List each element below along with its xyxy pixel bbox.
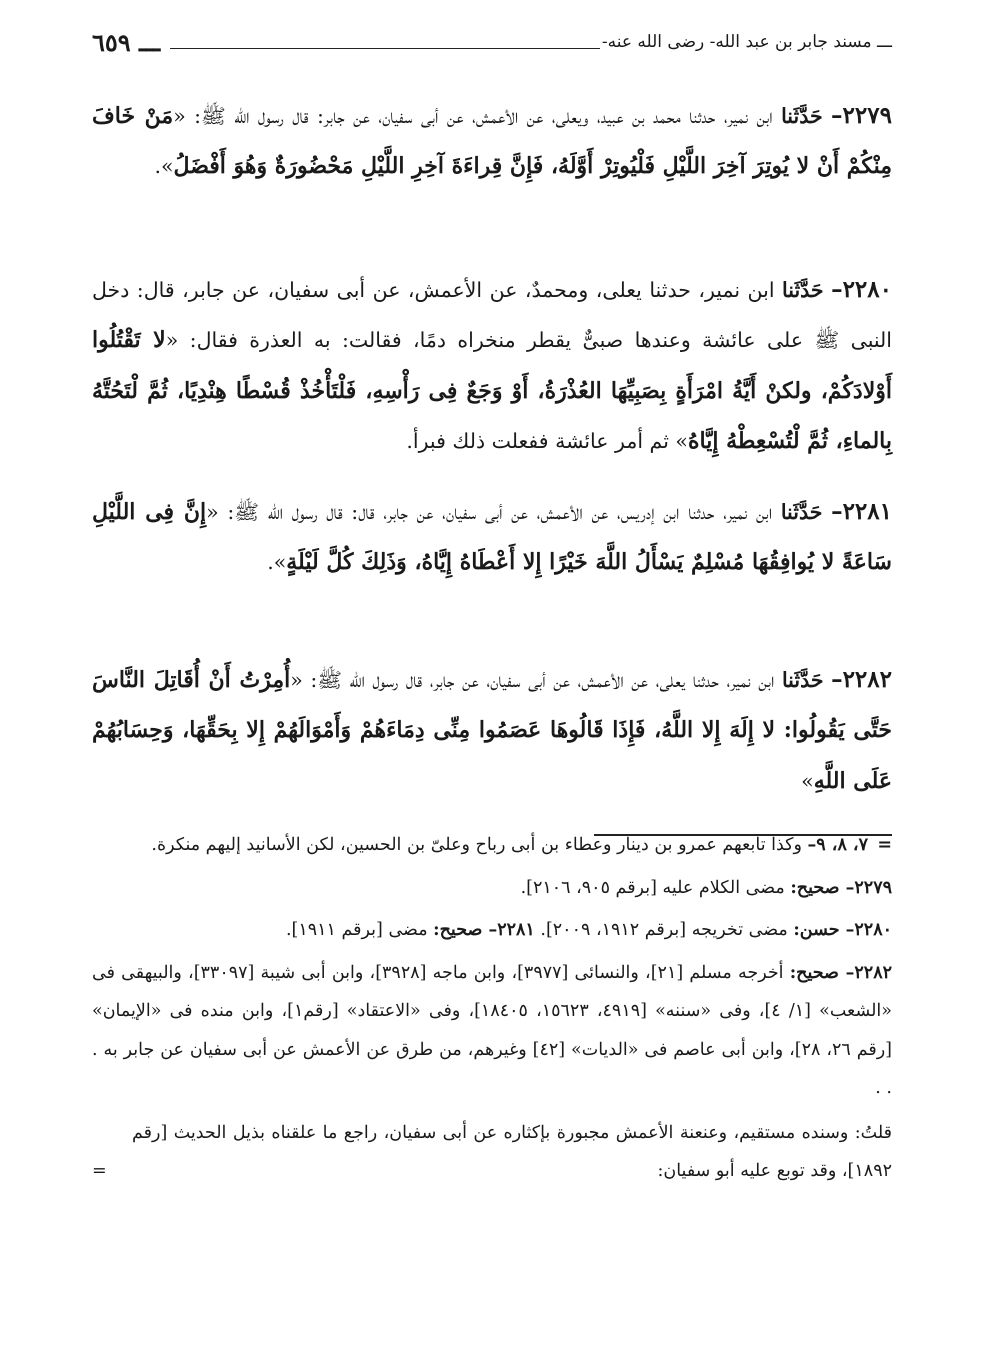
footnote-2280-2281 — [92, 911, 892, 950]
hadith-isnad: ابن نمير، حدثنا يعلى، عن الأعمش، عن أبى سفيان، عن جابر، قال رسول الله ﷺ: « — [290, 667, 782, 692]
hadith-tail: ». — [267, 550, 287, 574]
hadith-2280 — [92, 265, 892, 467]
footnote-text: وكذا تابعهم عمرو بن دينار وعطاء بن أبى رباح وعلىّ بن الحسين، لكن الأسانيد إليهم منكرة. — [151, 835, 808, 855]
footnote-text: أخرجه مسلم [٢١]، والنسائى [٣٩٧٧]، وابن ماجه [٣٩٢٨]، وابن أبى شيبة [٣٣٠٩٧]، والبيهقى فى «الشعب» [١/ ٤]، وفى «سننه» [٤٩١٩، ١٥٦٢٣، ١٨٤٠٥]، وفى «الاعتقاد» [رقم١]، وابن منده فى «الإيمان» [رقم ٢٦، ٢٨]، وابن أبى عاصم فى «الديات» [٤٢] وغيرهم، من طرق عن الأعمش عن أبى سفيان عن جابر به . . . — [92, 962, 892, 1098]
footnote-number: ٢٢٨١– — [488, 920, 535, 940]
hadith-matn: أُمِرْتُ أَنْ أُقَاتِلَ النَّاسَ حَتَّى يَقُولُوا: لا إِلَهَ إِلا اللَّهُ، فَإِذَا قَالُوهَا عَصَمُوا مِنِّى دِمَاءَهُمْ وَأَمْوَالَهُمْ إِلا بِحَقِّهَا، وَحِسَابُهُمْ عَلَى اللَّهِ — [92, 666, 892, 794]
page-number: ـــ ٦٥٩ — [92, 28, 161, 57]
hadith-tail: ». — [154, 154, 174, 178]
running-header — [92, 26, 892, 66]
footnote-grade: حسن: — [793, 920, 846, 940]
hadith-haddathana: حَدَّثَنا — [781, 667, 824, 692]
header-title: ـــ مسند جابر بن عبد الله- رضى الله عنه- — [601, 32, 892, 52]
footnote-text: مضى الكلام عليه [برقم ٩٠٥، ٢١٠٦]. — [520, 877, 791, 898]
footnote-2282 — [92, 954, 892, 1108]
footnote-grade: صحيح: — [789, 962, 846, 983]
footnote-grade: صحيح: — [433, 920, 489, 940]
header-rule — [170, 48, 600, 49]
footnote-text: مضى تخريجه [برقم ١٩١٢، ٢٠٠٩]. — [534, 920, 794, 940]
footnote-number: ٢٢٧٩– — [845, 877, 892, 898]
hadith-number: ٢٢٨١– — [831, 497, 892, 525]
footnote-number: ٢٢٨٠– — [845, 920, 892, 940]
footnote-2279 — [92, 869, 892, 908]
continuation-mark: = — [92, 1161, 107, 1181]
hadith-matn: مَنْ خَافَ مِنْكُمْ أَنْ لا يُوتِرَ آخِرَ اللَّيْلِ فَلْيُوتِرْ أَوَّلَهُ، فَإِنَّ قِراءَةَ آخِرِ اللَّيْلِ مَحْضُورَةٌ وَهُوَ أَفْضَلُ — [92, 102, 892, 179]
hadith-2281 — [92, 487, 892, 588]
hadith-number: ٢٢٧٩– — [831, 101, 892, 129]
hadith-tail: » ثم أمر عائشة ففعلت ذلك فبرأ. — [406, 429, 688, 453]
hadith-isnad: ابن نمير، حدثنا يعلى، ومحمدٌ، عن الأعمش، عن أبى سفيان، عن جابر، قال: دخل النبى ﷺ على عائشة وعندها صبىٌّ يقطر منخراه دمًا، فقالت: به العذرة فقال: « — [92, 277, 893, 352]
hadith-number: ٢٢٨٢– — [831, 665, 892, 693]
footnote-number: ٢٢٨٢– — [845, 962, 892, 983]
hadith-matn: إِنَّ فِى اللَّيْلِ سَاعَةً لا يُوافِقُهَا مُسْلِمٌ يَسْأَلُ اللَّهَ خَيْرًا إِلا أَعْطَاهُ إِيَّاهُ، وَذَلِكَ كُلَّ لَيْلَةٍ — [92, 498, 892, 575]
footnote-text: مضى [برقم ١٩١١]. — [285, 920, 434, 940]
footnote-number: ٧، ٨، ٩– — [807, 835, 868, 855]
hadith-2282 — [92, 655, 892, 807]
hadith-2279 — [92, 91, 892, 192]
footnote-continuation — [92, 826, 892, 865]
footnote-grade: صحيح: — [790, 877, 846, 898]
footnotes — [92, 826, 892, 1191]
hadith-tail: » — [801, 768, 814, 793]
hadith-isnad: ابن نمير، حدثنا ابن إدريس، عن الأعمش، عن أبى سفيان، عن جابر، قال: قال رسول الله ﷺ: « — [206, 499, 781, 524]
hadith-matn: لا تَقْتُلُوا أَوْلادَكُمْ، ولكنْ أَيَّةُ امْرَأَةٍ بِصَبِيِّهَا العُذْرَةُ، أَوْ وَجَعٌ فِى رَأْسِهِ، فَلْتَأْخُذْ قُسْطًا هِنْدِيًا، ثُمَّ لْتَحُتَّهُ بِالماءِ، ثُمَّ لْتُسْعِطْهُ إِيَّاهُ — [92, 327, 892, 454]
footnote-note — [92, 1114, 892, 1191]
hadith-haddathana: حَدَّثَنا — [781, 103, 823, 128]
hadith-haddathana: حَدَّثَنا — [780, 499, 823, 524]
hadith-haddathana: حَدَّثَنا — [782, 277, 824, 302]
hadith-isnad: ابن نمير، حدثنا محمد بن عبيد، ويعلى، عن الأعمش، عن أبى سفيان، عن جابر: قال رسول الله ﷺ: « — [173, 103, 782, 128]
hadith-number: ٢٢٨٠– — [831, 275, 892, 303]
footnote-text: قلتُ: وسنده مستقيم، وعنعنة الأعمش مجبورة بإكثاره عن أبى سفيان، راجع ما علقناه بذيل الحديث [رقم ١٨٩٢]، وقد توبع عليه أبو سفيان: — [132, 1122, 892, 1181]
continuation-mark: = — [877, 835, 892, 855]
